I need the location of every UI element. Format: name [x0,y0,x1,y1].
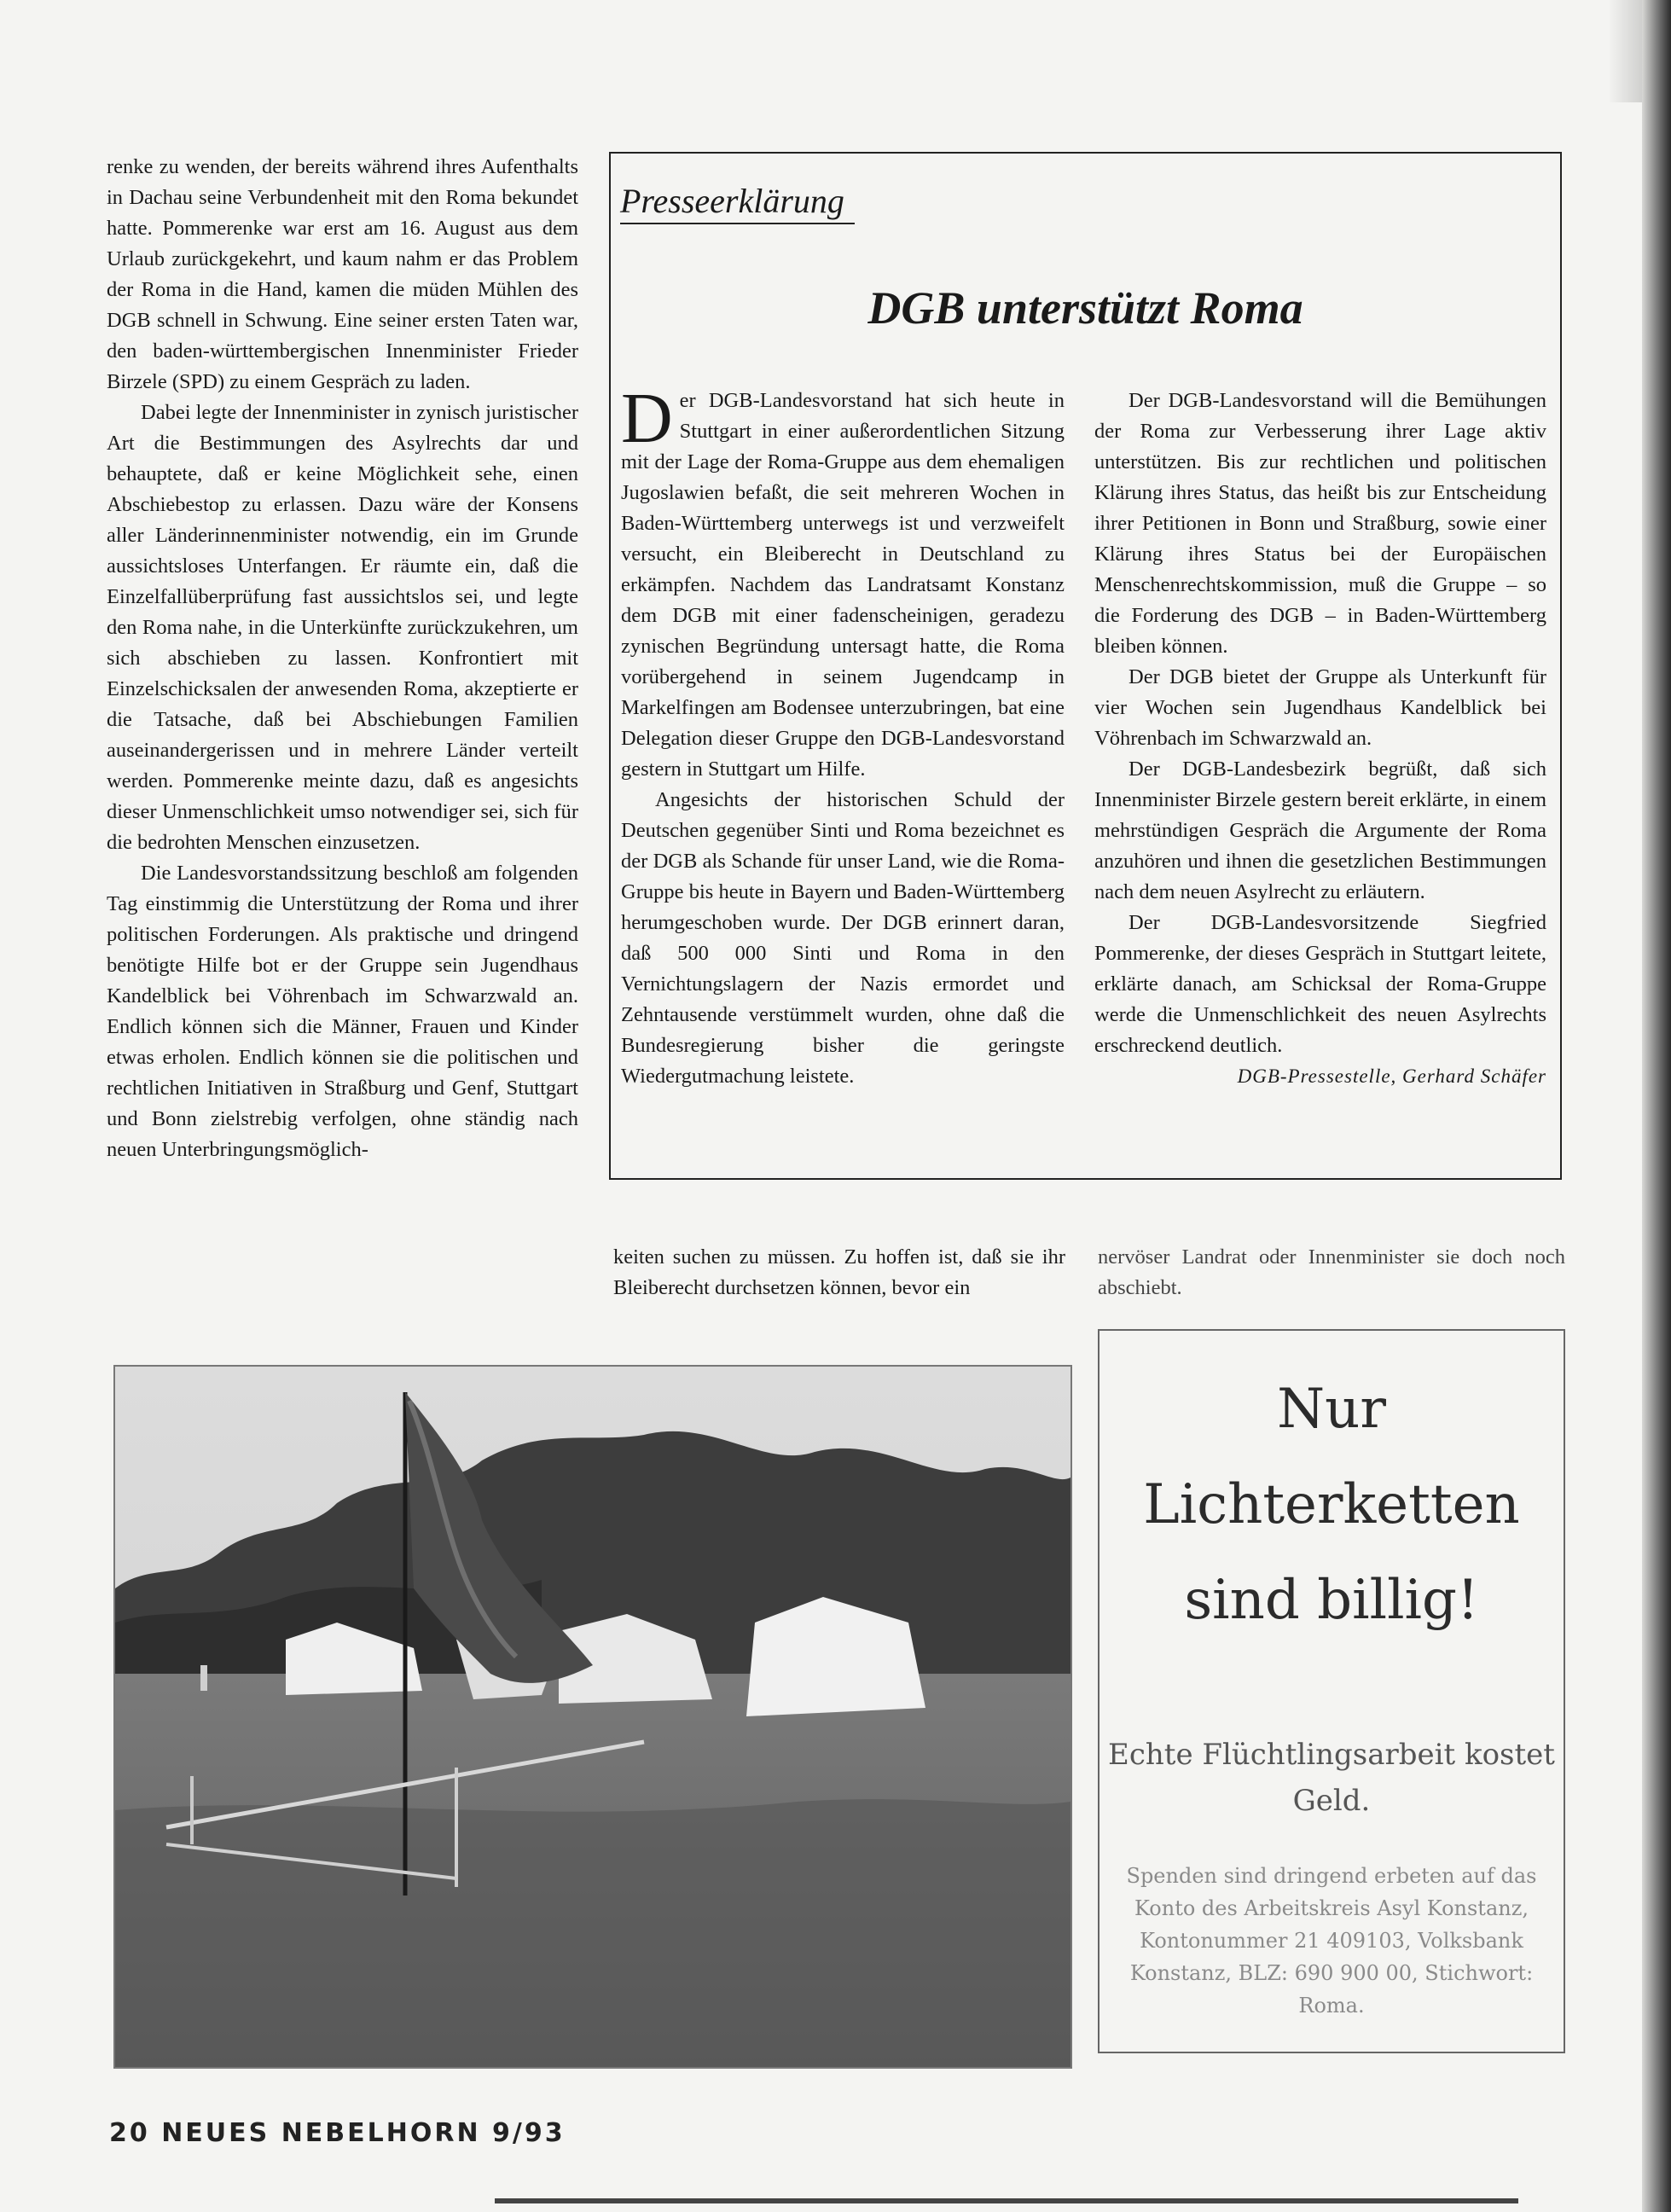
press-paragraph [621,379,1065,785]
press-paragraph-text: er DGB-Landesvorstand hat sich heute in Stuttgart in einer außerordentlichen Sitzung mit der Lage der Roma-Gruppe aus dem ehemaligen Jugoslawien befaßt, die seit mehreren Wochen in Baden-Württemberg unterwegs ist und verzweifelt versucht, ein Bleiberecht in Deutschland zu erkämpfen. Nachdem das Landratsamt Konstanz dem DGB mit einer fadenscheinigen, geradezu zynischen Begründung untersagt hatte, die Roma vorübergehend in seinem Jugendcamp in Markelfingen am Bodensee unterzubringen, bat eine Delegation dieser Gruppe den DGB-Landesvorstand gestern in Stuttgart um Hilfe. [621,389,1065,781]
press-release-middle-column [621,379,1065,1092]
press-paragraph: Der DGB-Landesvorsitzende Siegfried Pommerenke, der dieses Gespräch in Stuttgart leitete, erklärte danach, am Schicksal der Roma-Gruppe werde die Unmenschlichkeit des neuen Asylrechts erschreckend deutlich. [1094,911,1546,1057]
page-edge [1642,0,1671,2212]
camp-photo [113,1365,1072,2069]
drop-cap: D [621,379,673,458]
ad-headline: Nur Lichterketten sind billig! [1143,1378,1520,1632]
press-paragraph: Angesichts der historischen Schuld der Deutschen gegenüber Sinti und Roma bezeichnet es der DGB als Schande für unser Land, wie die Roma-Gruppe bis heute in Bayern und Baden-Württemberg herumgeschoben wurde. Der DGB erinnert daran, daß 500 000 Sinti und Roma in den Vernichtungslagern der Nazis ermordet und Zehntausende verstümmelt wurden, ohne daß die Bundesregierung bisher die geringste Wiedergutmachung leistete. [621,788,1065,1088]
ad-subline: Echte Flüchtlingsarbeit kostet Geld. [1108,1738,1555,1818]
page-edge-shadow [1608,0,1642,102]
press-paragraph: Der DGB bietet der Gruppe als Unterkunft für vier Wochen sein Jugendhaus Kandelblick bei Vöhrenbach im Schwarzwald an. [1094,665,1546,750]
donation-ad [1098,1329,1565,2053]
press-release-label: Presseerklärung [620,181,855,224]
article-paragraph: renke zu wenden, der bereits während ihres Aufenthalts in Dachau seine Verbundenheit mit den Roma bekundet hatte. Pommerenke war erst am 16. August aus dem Urlaub zurückgekehrt, und kaum nahm er das Problem der Roma in die Hand, kamen die müden Mühlen des DGB schnell in Schwung. Eine seiner ersten Taten war, den baden-württembergischen Innenminister Frieder Birzele (SPD) zu einem Gespräch zu laden. [107,155,578,393]
article-paragraph: Die Landesvorstandssitzung beschloß am folgenden Tag einstimmig die Unterstützung der Roma und ihrer politischen Forderungen. Als praktische und dringend benötigte Hilfe bot er der Gruppe sein Jugendhaus Kandelblick bei Vöhrenbach im Schwarzwald an. Endlich können sich die Männer, Frauen und Kinder etwas erholen. Endlich können sie die politischen und rechtlichen Initiativen in Straßburg und Genf, Stuttgart und Bonn zielstrebig verfolgen, ohne ständig nach neuen Unterbringungsmöglich- [107,862,578,1161]
press-signature: DGB-Pressestelle, Gerhard Schäfer [1237,1065,1546,1087]
camp-photo-image [115,1367,1070,2067]
article-paragraph: Dabei legte der Innenminister in zynisch juristischer Art die Bestimmungen des Asylrechts dar und behauptete, daß er keine Möglichkeit sehe, einen Abschiebestop zu erlassen. Dazu wäre der Konsens aller Länderinnenminister notwendig, ein im Grunde aussichtsloses Unterfangen. Er räumte ein, daß die Einzelfallüberprüfung fast aussichtslos sei, und legte den Roma nahe, in die Unterkünfte zurückzukehren, um sich abschieben zu lassen. Konfrontiert mit Einzelschicksalen der anwesenden Roma, akzeptierte er die Tatsache, daß bei Abschiebungen Familien auseinandergerissen und in mehrere Länder verteilt werden. Pommerenke meinte dazu, daß es angesichts dieser Unmenschlichkeit umso notwendiger sei, sich für die bedrohten Menschen einzusetzen. [107,401,578,854]
bottom-rule [495,2198,1518,2203]
press-release-right-column [1094,386,1546,1092]
press-paragraph: Der DGB-Landesvorstand will die Bemühungen der Roma zur Verbesserung ihrer Lage aktiv unterstützen. Bis zur rechtlichen und politischen Klärung ihres Status, das heißt bis zur Entscheidung ihrer Petitionen in Bonn und Straßburg, sowie einer Klärung ihres Status bei der Europäischen Menschenrechtskommission, muß die Gruppe – so die Forderung des DGB – in Baden-Württemberg bleiben können. [1094,389,1546,658]
ad-donation-details: Spenden sind dringend erbeten auf das Konto des Arbeitskreis Asyl Konstanz, Kontonummer 21 409103, Volksbank Konstanz, BLZ: 690 900 00, Stichwort: Roma. [1126,1864,1537,2018]
press-paragraph: Der DGB-Landesbezirk begrüßt, daß sich Innenminister Birzele gestern bereit erklärte, in einem mehrstündigen Gespräch die Argumente der Roma anzuhören und ihnen die gesetzlichen Bestimmungen nach dem neuen Asylrecht zu erläutern. [1094,758,1546,903]
article-continuation-right: nervöser Landrat oder Innenminister sie doch noch abschiebt. [1098,1245,1565,1299]
page-footer: 20 NEUES NEBELHORN 9/93 [109,2118,566,2148]
press-release-title: DGB unterstützt Roma [867,282,1303,334]
article-left-column [107,152,578,1165]
article-continuation-middle: keiten suchen zu müssen. Zu hoffen ist, daß sie ihr Bleiberecht durchsetzen können, bevor ein [613,1245,1065,1299]
